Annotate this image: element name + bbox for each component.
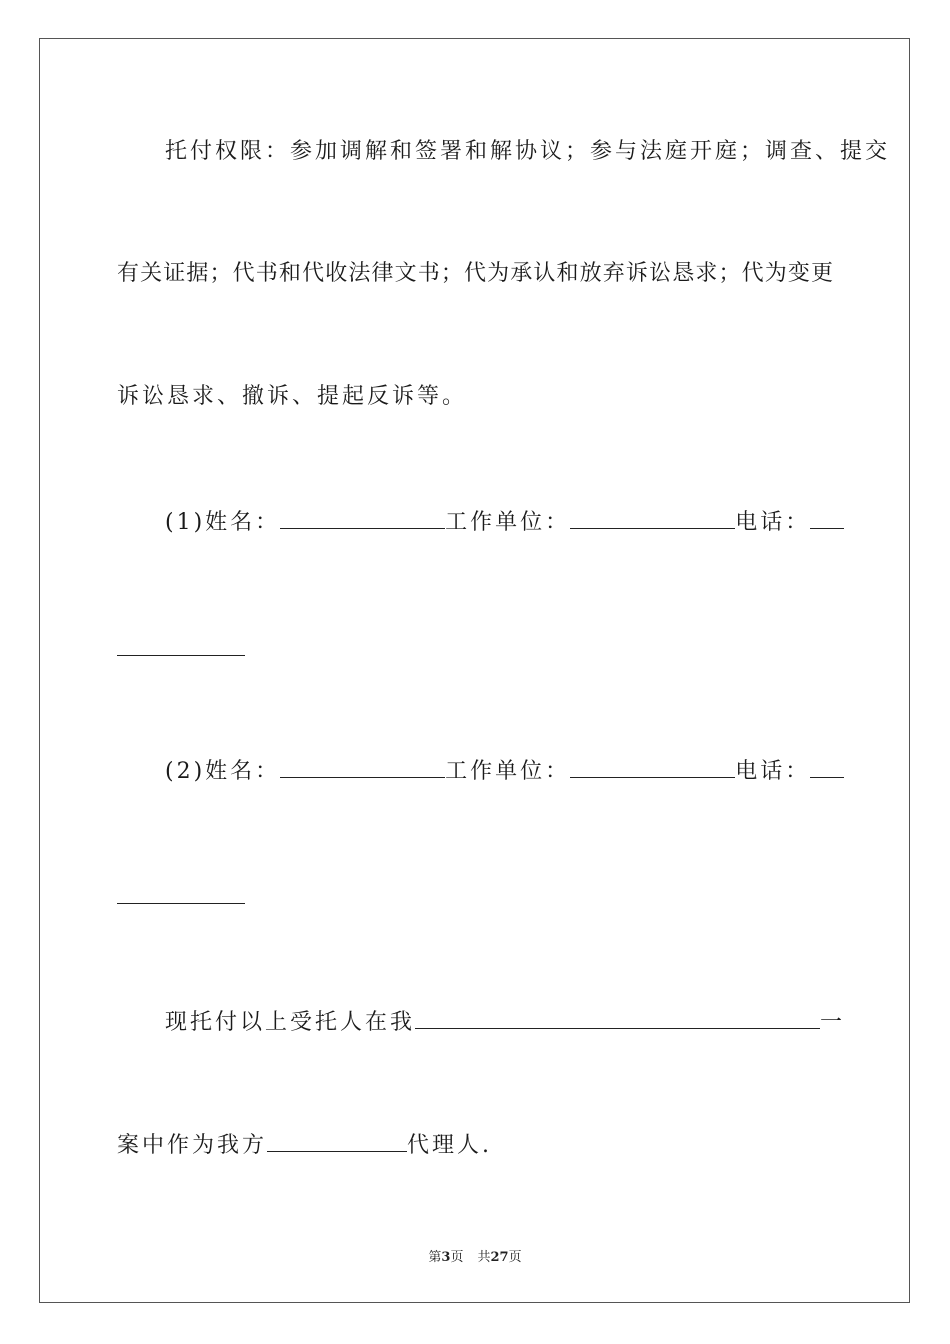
agent-1-name-blank[interactable] xyxy=(280,508,445,529)
agent-2-line-continued xyxy=(117,883,833,913)
entrust-line-2 xyxy=(117,1131,833,1161)
agent-2-unit-label: 工作单位： xyxy=(445,759,571,784)
agent-1-phone-blank-continued[interactable] xyxy=(117,635,245,656)
agent-1-line-continued xyxy=(117,635,833,665)
footer-page-number: 3 xyxy=(441,1250,451,1265)
agent-2-name-label: (2)姓名： xyxy=(165,759,281,784)
agent-1-line xyxy=(117,508,881,538)
footer-total-pages: 27 xyxy=(490,1250,509,1265)
authority-line-3 xyxy=(117,382,833,412)
agent-2-phone-blank[interactable] xyxy=(810,757,844,778)
entrust-text-1-end: 一 xyxy=(820,1010,846,1035)
agent-2-phone-label: 电话： xyxy=(735,759,811,784)
agent-2-unit-blank[interactable] xyxy=(570,757,735,778)
footer-total-suffix: 页 xyxy=(508,1250,522,1265)
agent-1-unit-blank[interactable] xyxy=(570,508,735,529)
entrust-text-2-start: 案中作为我方 xyxy=(117,1133,268,1158)
page-border xyxy=(39,38,910,1303)
footer-page-suffix: 页 xyxy=(450,1250,464,1265)
agent-2-phone-blank-continued[interactable] xyxy=(117,883,245,904)
authority-line-1 xyxy=(117,137,891,167)
agent-2-name-blank[interactable] xyxy=(280,757,445,778)
agent-1-phone-blank[interactable] xyxy=(810,508,844,529)
entrust-line-1 xyxy=(117,1008,881,1038)
agent-1-name-label: (1)姓名： xyxy=(165,510,281,535)
entrust-text-1: 现托付以上受托人在我 xyxy=(165,1010,416,1035)
authority-text-2: 有关证据；代书和代收法律文书；代为承认和放弃诉讼恳求；代为变更 xyxy=(117,261,833,286)
page-footer xyxy=(0,1246,950,1265)
agent-1-phone-label: 电话： xyxy=(735,510,811,535)
entrust-text-2-end: 代理人. xyxy=(407,1133,493,1158)
footer-page-prefix: 第 xyxy=(428,1250,442,1265)
agent-2-line xyxy=(117,757,881,787)
footer-total-prefix: 共 xyxy=(477,1250,491,1265)
party-side-blank[interactable] xyxy=(267,1131,407,1152)
agent-1-unit-label: 工作单位： xyxy=(445,510,571,535)
authority-line-2 xyxy=(117,259,833,289)
authority-text-3: 诉讼恳求、撤诉、提起反诉等。 xyxy=(117,384,468,409)
authority-text-1: 托付权限：参加调解和签署和解协议；参与法庭开庭；调查、提交 xyxy=(165,139,891,164)
case-blank[interactable] xyxy=(415,1008,820,1029)
